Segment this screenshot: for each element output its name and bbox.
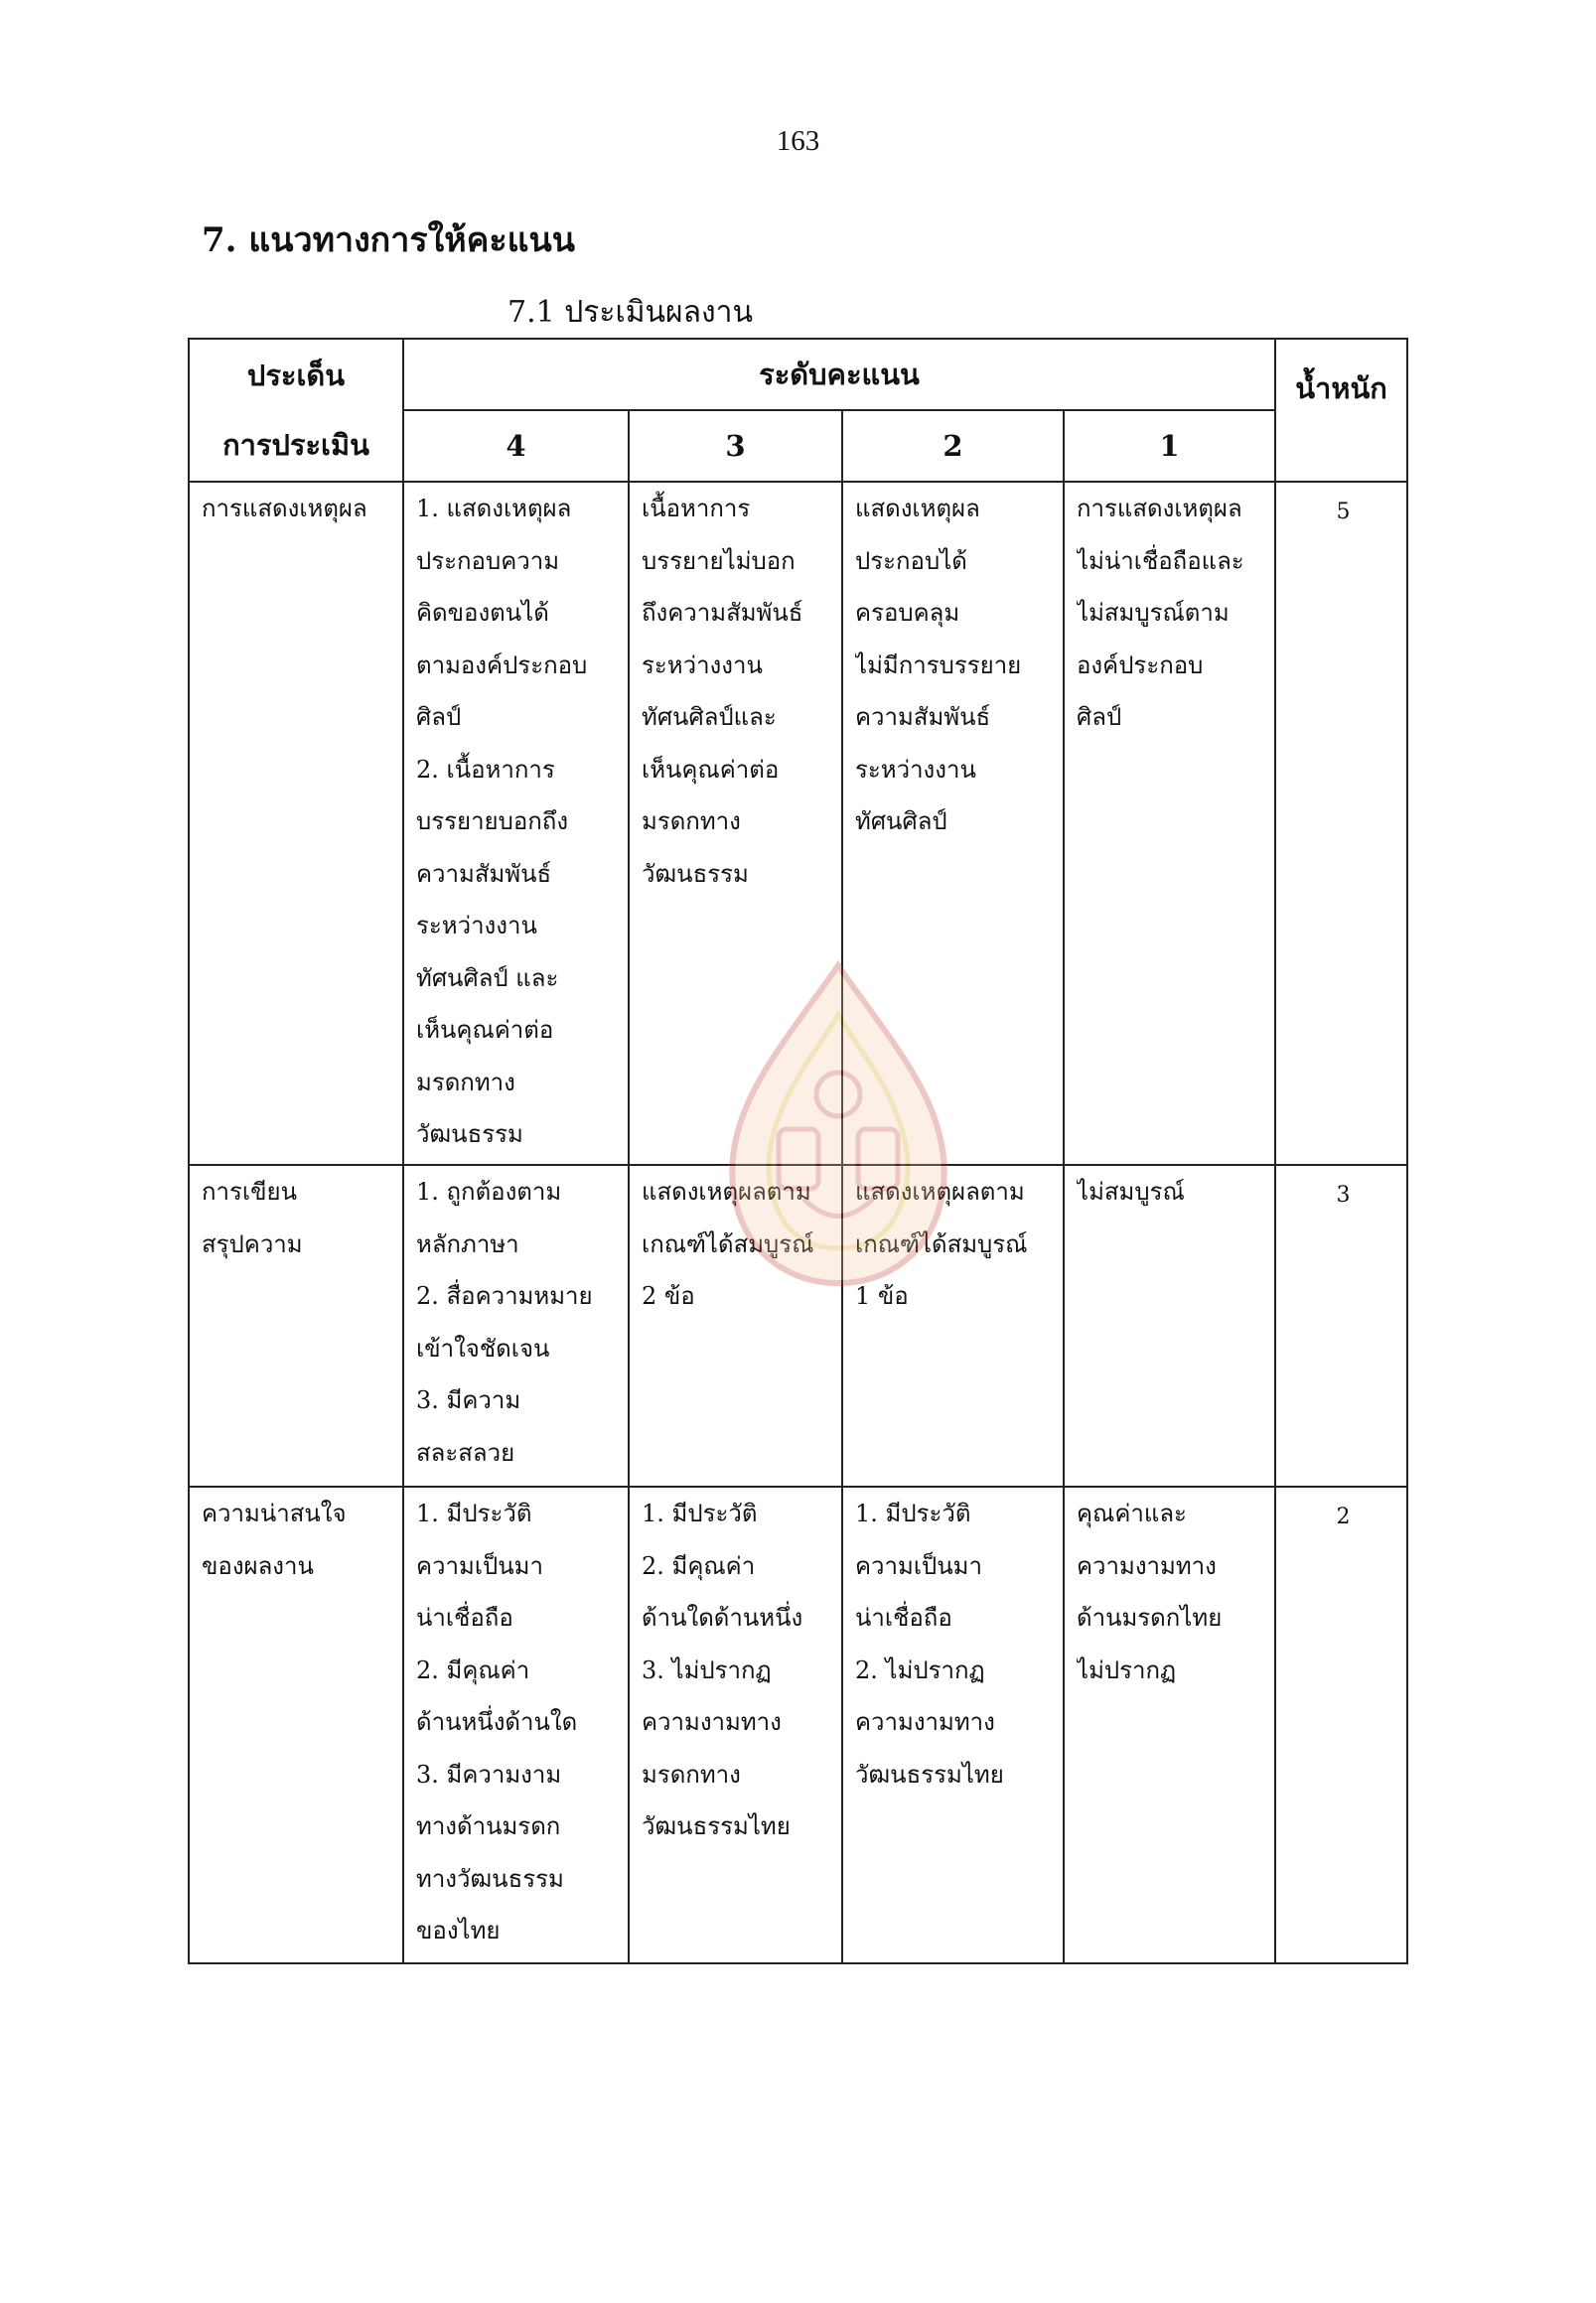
cell-line: 2. เนื้อหาการ [416,755,555,784]
level-1-cell [1064,482,1275,1165]
cell-line: ไม่สมบูรณ์ตาม [1077,599,1230,627]
header-level-2: 2 [842,410,1064,482]
cell-line: ด้านหนึ่งด้านใด [416,1708,578,1736]
level-1-cell [1064,1165,1275,1487]
cell-line: 1. แสดงเหตุผล [416,495,572,522]
header-criterion-line2: การประเมิน [222,428,369,462]
cell-line: 2. มีคุณค่า [416,1655,530,1684]
header-level-1: 1 [1064,410,1275,482]
cell-line: เข้าใจชัดเจน [416,1334,550,1363]
cell-line: สละสลวย [416,1438,515,1467]
cell-line: ความสัมพันธ์ [855,703,991,731]
cell-line: ศิลป์ [1077,703,1122,731]
cell-line: วัฒนธรรม [642,859,749,888]
cell-line: ระหว่างงาน [416,912,537,939]
cell-line: การแสดงเหตุผล [202,495,367,522]
level-1-cell [1064,1487,1275,1963]
cell-line: บรรยายไม่บอก [642,546,796,575]
cell-line: ทางวัฒนธรรม [416,1864,564,1893]
cell-line: แสดงเหตุผลตาม [855,1178,1025,1206]
cell-line: วัฒนธรรมไทย [855,1760,1004,1789]
criterion-cell [189,482,403,1165]
cell-line: 3. ไม่ปรากฏ [642,1655,772,1684]
page-number: 163 [776,125,820,157]
level-2-cell [842,1165,1064,1487]
cell-line: 2 ข้อ [642,1282,695,1310]
header-levels-group: ระดับคะแนน [403,339,1275,410]
subsection-heading: 7.1 ประเมินผลงาน [508,295,754,330]
criterion-cell [189,1165,403,1487]
cell-line: ความงามทาง [855,1708,995,1736]
cell-line: ศิลป์ [416,703,462,731]
cell-line: 2. สื่อความหมาย [416,1282,593,1310]
cell-line: แสดงเหตุผลตาม [642,1178,811,1206]
cell-line: 1. ถูกต้องตาม [416,1178,562,1206]
cell-line: ความน่าสนใจ [202,1500,347,1527]
table-row [189,482,1407,1165]
cell-line: ความงามทาง [1077,1551,1217,1580]
cell-line: 1. มีประวัติ [642,1500,758,1527]
cell-line: ทางด้านมรดก [416,1812,561,1840]
cell-line: ด้านใดด้านหนึ่ง [642,1604,803,1632]
cell-line: ถึงความสัมพันธ์ [642,599,803,627]
cell-line: 1. มีประวัติ [855,1500,971,1527]
cell-line: ทัศนศิลป์ [855,807,947,835]
section-heading: 7. แนวทางการให้คะแนน [202,220,576,260]
cell-line: ประกอบได้ [855,546,967,575]
table-row [189,1165,1407,1487]
cell-line: คุณค่าและ [1077,1500,1187,1527]
cell-line: ไม่มีการบรรยาย [855,650,1022,679]
weight-cell: 2 [1275,1487,1407,1963]
cell-line: ประกอบความ [416,546,560,575]
cell-line: ทัศนศิลป์และ [642,703,777,731]
cell-line: ระหว่างงาน [855,755,976,784]
cell-line: เห็นคุณค่าต่อ [416,1016,554,1044]
level-3-cell [629,1165,842,1487]
rubric-table [188,338,1408,1964]
cell-line: สรุปความ [202,1229,303,1258]
level-3-cell [629,482,842,1165]
cell-line: ของผลงาน [202,1551,314,1580]
cell-line: แสดงเหตุผล [855,495,980,522]
cell-line: คิดของตนได้ [416,599,549,627]
rubric-body [189,482,1407,1963]
criterion-cell [189,1487,403,1963]
header-level-3: 3 [629,410,842,482]
cell-line: เห็นคุณค่าต่อ [642,755,780,784]
table-header-row [189,339,1407,410]
cell-line: วัฒนธรรม [416,1120,523,1148]
cell-line: น่าเชื่อถือ [855,1604,952,1632]
cell-line: ด้านมรดกไทย [1077,1604,1223,1632]
weight-cell: 5 [1275,482,1407,1165]
level-2-cell [842,482,1064,1165]
cell-line: มรดกทาง [642,1760,741,1789]
cell-line: ความงามทาง [642,1708,782,1736]
header-level-4: 4 [403,410,629,482]
table-row [189,1487,1407,1963]
cell-line: 2. มีคุณค่า [642,1551,756,1580]
cell-line: ของไทย [416,1917,501,1944]
level-4-cell [403,1487,629,1963]
cell-line: การเขียน [202,1178,297,1206]
level-4-cell [403,482,629,1165]
cell-line: เกณฑ์ได้สมบูรณ์ [855,1229,1028,1258]
cell-line: ทัศนศิลป์ และ [416,963,559,992]
cell-line: เกณฑ์ได้สมบูรณ์ [642,1229,814,1258]
cell-line: วัฒนธรรมไทย [642,1812,791,1840]
cell-line: ไม่น่าเชื่อถือและ [1077,546,1244,575]
header-weight: น้ำหนัก [1275,339,1407,482]
level-3-cell [629,1487,842,1963]
cell-line: หลักภาษา [416,1229,519,1258]
cell-line: 3. มีความงาม [416,1760,562,1789]
cell-line: ความสัมพันธ์ [416,859,552,888]
weight-cell: 3 [1275,1165,1407,1487]
cell-line: องค์ประกอบ [1077,650,1204,679]
cell-line: ความเป็นมา [416,1551,543,1580]
cell-line: ครอบคลุม [855,599,960,627]
cell-line: 1 ข้อ [855,1282,909,1310]
header-criterion-line1: ประเด็น [246,359,346,392]
level-4-cell [403,1165,629,1487]
cell-line: น่าเชื่อถือ [416,1604,513,1632]
cell-line: ระหว่างงาน [642,650,763,679]
cell-line: ไม่สมบูรณ์ [1077,1178,1185,1206]
cell-line: 3. มีความ [416,1386,521,1414]
cell-line: 1. มีประวัติ [416,1500,532,1527]
cell-line: ไม่ปรากฏ [1077,1655,1177,1684]
cell-line: 2. ไม่ปรากฏ [855,1655,985,1684]
cell-line: มรดกทาง [416,1068,515,1096]
cell-line: มรดกทาง [642,807,741,835]
cell-line: ตามองค์ประกอบ [416,650,588,679]
cell-line: ความเป็นมา [855,1551,982,1580]
cell-line: เนื้อหาการ [642,495,751,522]
header-criterion [189,339,403,482]
cell-line: บรรยายบอกถึง [416,807,569,835]
cell-line: การแสดงเหตุผล [1077,495,1242,522]
level-2-cell [842,1487,1064,1963]
